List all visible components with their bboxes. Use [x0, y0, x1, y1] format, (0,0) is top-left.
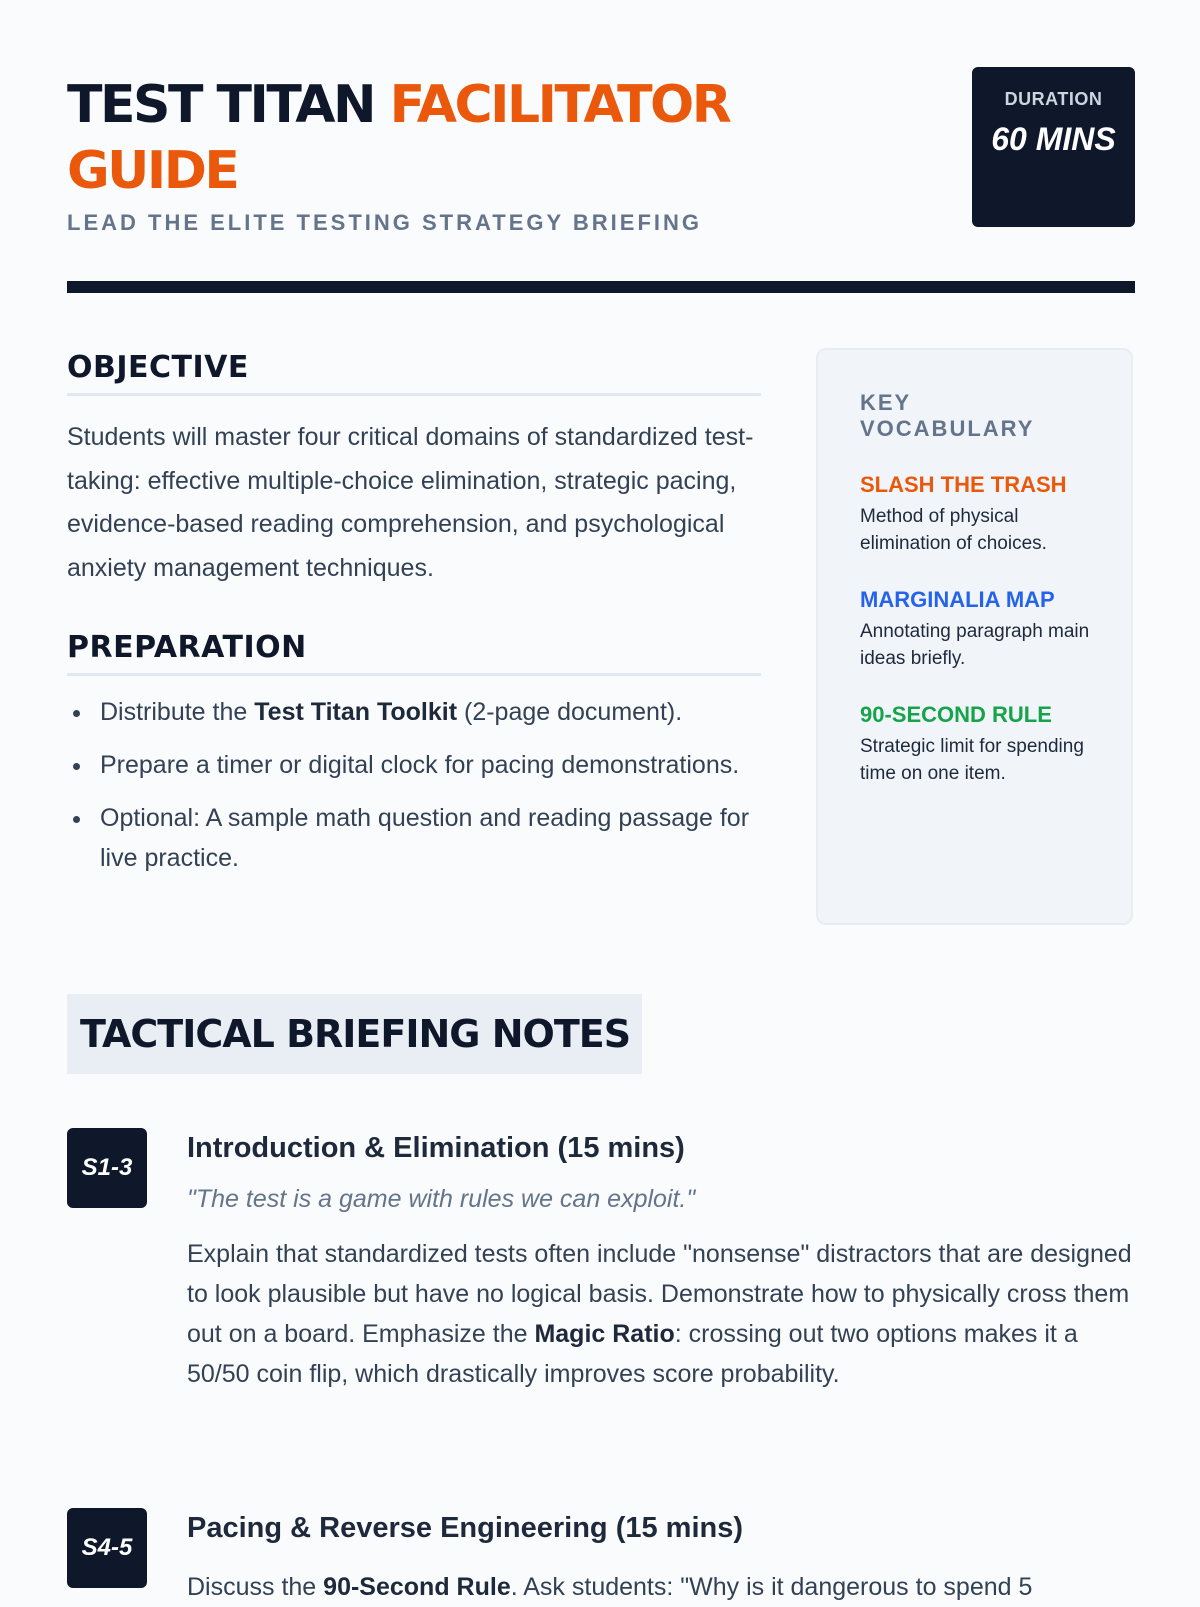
objective-section	[67, 350, 761, 590]
vocab-term-definition: Strategic limit for spending time on one item.	[860, 736, 1084, 784]
objective-heading: OBJECTIVE	[67, 350, 761, 396]
vocab-term-definition: Annotating paragraph main ideas briefly.	[860, 621, 1090, 669]
title-main: TEST TITAN	[67, 75, 375, 135]
segment-body	[187, 1508, 1135, 1607]
preparation-list	[67, 692, 761, 878]
vocab-term-name: MARGINALIA MAP	[860, 587, 1055, 612]
segment-title: Introduction & Elimination (15 mins)	[187, 1132, 685, 1164]
vocab-term	[860, 472, 1091, 557]
list-item: Optional: A sample math question and reading passage for live practice.	[67, 798, 761, 878]
segment-title: Pacing & Reverse Engineering (15 mins)	[187, 1512, 744, 1544]
header-divider	[67, 281, 1135, 293]
objective-text: Students will master four critical domains of standardized test-taking: effective multiple-choice elimination, strategic pacing, evidence-based reading comprehension, and psychological anxiety management techniques.	[67, 423, 754, 582]
segment-badge: S1-3	[67, 1128, 147, 1208]
page-title	[67, 72, 867, 204]
page-subtitle: LEAD THE ELITE TESTING STRATEGY BRIEFING	[67, 210, 702, 235]
segment-badge: S4-5	[67, 1508, 147, 1588]
vocab-term	[860, 587, 1091, 672]
segment-text: Explain that standardized tests often include "nonsense" distractors that are designed to look plausible but have no logical basis. Demonstrate how to physically cross them out on a board. Emphasize the Magic Ratio: crossing out two options makes it a 50/50 coin flip, which drastically improves score probability.	[187, 1240, 1132, 1388]
duration-value: 60 MINS	[991, 121, 1116, 157]
list-item: Distribute the Test Titan Toolkit (2-page document).	[67, 692, 761, 732]
vocabulary-heading: KEY VOCABULARY	[860, 390, 1035, 441]
segment-quote: "The test is a game with rules we can exploit."	[187, 1185, 696, 1213]
document-header	[67, 0, 1135, 294]
title-accent: FACILITATOR GUIDE	[67, 75, 730, 201]
preparation-section	[67, 630, 761, 878]
segment-body	[187, 1128, 1135, 1394]
duration-label: DURATION	[1004, 89, 1103, 109]
vocab-term	[860, 702, 1091, 787]
main-column	[67, 350, 761, 891]
key-vocabulary-card	[816, 348, 1133, 925]
tactical-heading: TACTICAL BRIEFING NOTES	[80, 1012, 631, 1056]
tactical-briefing-banner	[67, 994, 642, 1074]
vocab-term-name: 90-SECOND RULE	[860, 702, 1052, 727]
vocab-term-definition: Method of physical elimination of choices.	[860, 506, 1047, 554]
segment-text: Discuss the 90-Second Rule. Ask students: "Why is it dangerous to spend 5	[187, 1573, 1033, 1601]
list-item: Prepare a timer or digital clock for pacing demonstrations.	[67, 745, 761, 785]
duration-badge	[972, 67, 1135, 227]
vocab-term-name: SLASH THE TRASH	[860, 472, 1067, 497]
preparation-heading: PREPARATION	[67, 630, 761, 676]
